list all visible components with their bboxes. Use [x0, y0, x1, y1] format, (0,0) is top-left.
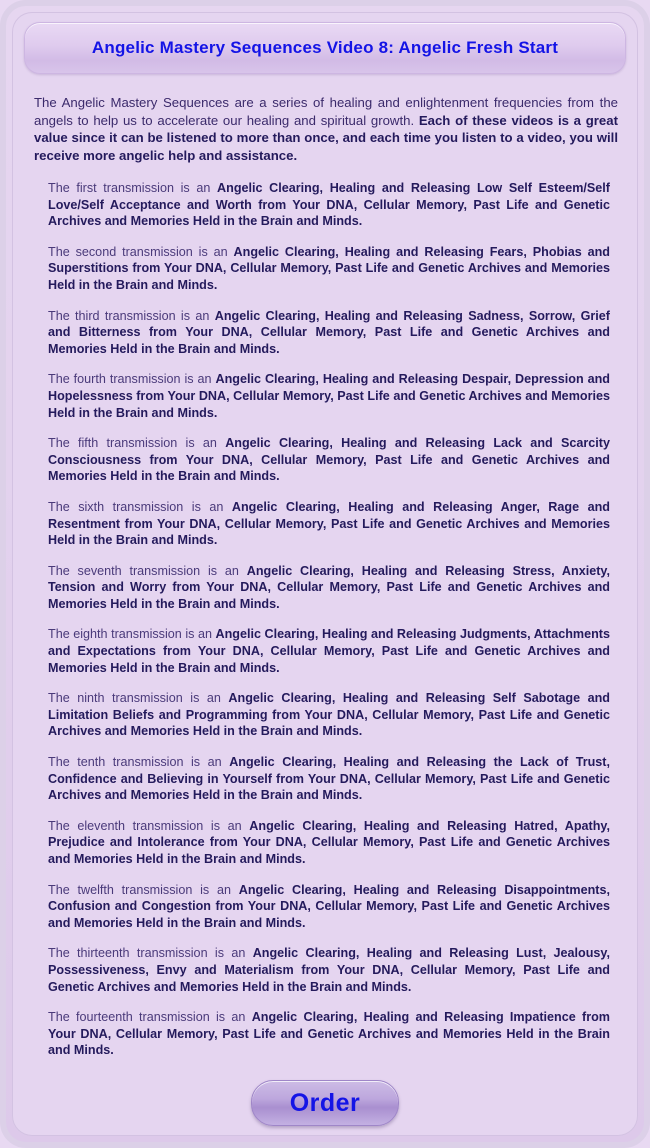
- list-item: [48, 945, 616, 995]
- transmission-title: Angelic Clearing, Healing and Releasing Anger, Rage and Resentment from Your DNA, Cellular Memory, Past Life and Genetic Archives and Memories Held in the Brain and Minds.: [48, 499, 610, 548]
- transmission-lead: The fourth transmission is an: [48, 372, 216, 387]
- transmission-lead: The sixth transmission is an: [48, 499, 232, 514]
- list-item: [48, 626, 616, 676]
- list-item: [48, 690, 616, 740]
- order-button[interactable]: [251, 1080, 399, 1126]
- transmission-lead: The thirteenth transmission is an: [48, 946, 253, 961]
- intro-paragraph: [34, 94, 618, 164]
- order-button-label: Order: [289, 1088, 361, 1117]
- transmission-lead: The ninth transmission is an: [48, 691, 229, 706]
- intro-text-plain: The Angelic Mastery Sequences are a series of healing and enlightenment frequencies from the angels to help us to accelerate our healing and spiritual growth.: [34, 95, 618, 128]
- list-item: [48, 371, 616, 421]
- list-item: [48, 754, 616, 804]
- list-item: [48, 499, 616, 549]
- transmission-title: Angelic Clearing, Healing and Releasing Self Sabotage and Limitation Beliefs and Programming from Your DNA, Cellular Memory, Past Life and Genetic Archives and Memories Held in the Brain and Minds.: [48, 691, 611, 739]
- list-item: [48, 244, 616, 294]
- list-item: [48, 563, 616, 613]
- transmission-title: Angelic Clearing, Healing and Releasing Despair, Depression and Hopelessness from Your DNA, Cellular Memory, Past Life and Genetic Archives and Memories Held in the Brain and Minds.: [48, 372, 610, 420]
- transmission-lead: The tenth transmission is an: [48, 755, 230, 770]
- transmission-title: Angelic Clearing, Healing and Releasing Lust, Jealousy, Possessiveness, Envy and Materialism from Your DNA, Cellular Memory, Past Life and Genetic Archives and Memories Held in the Brain and Minds.: [48, 946, 610, 994]
- transmission-lead: The fourteenth transmission is an: [48, 1010, 252, 1025]
- transmission-title: Angelic Clearing, Healing and Releasing Lack and Scarcity Consciousness from Your DNA, Cellular Memory, Past Life and Genetic Archives and Memories Held in the Brain and Minds.: [48, 436, 610, 484]
- transmissions-list: [48, 180, 616, 1059]
- page-title: Angelic Mastery Sequences Video 8: Angelic Fresh Start: [91, 38, 559, 57]
- transmission-title: Angelic Clearing, Healing and Releasing Fears, Phobias and Superstitions from Your DNA, Cellular Memory, Past Life and Genetic Archives and Memories Held in the Brain and Minds.: [48, 244, 610, 292]
- transmission-lead: The third transmission is an: [48, 308, 215, 323]
- list-item: [48, 435, 616, 485]
- order-button-area: [12, 1080, 638, 1126]
- transmission-lead: The second transmission is an: [48, 244, 234, 259]
- transmission-title: Angelic Clearing, Healing and Releasing Hatred, Apathy, Prejudice and Intolerance from Your DNA, Cellular Memory, Past Life and Genetic Archives and Memories Held in the Brain and Minds.: [48, 818, 610, 866]
- transmission-lead: The seventh transmission is an: [48, 563, 247, 578]
- list-item: [48, 818, 616, 868]
- transmission-lead: The twelfth transmission is an: [48, 882, 239, 897]
- intro-text-bold: Each of these videos is a great value since it can be listened to more than once, and each time you listen to a video, you will receive more angelic help and assistance.: [34, 112, 618, 163]
- transmission-title: Angelic Clearing, Healing and Releasing Disappointments, Confusion and Congestion from Your DNA, Cellular Memory, Past Life and Genetic Archives and Memories Held in the Brain and Minds.: [48, 882, 610, 930]
- list-item: [48, 308, 616, 358]
- transmission-title: Angelic Clearing, Healing and Releasing Low Self Esteem/Self Love/Self Acceptance and Worth from Your DNA, Cellular Memory, Past Life and Genetic Archives and Memories Held in the Brain and Minds.: [48, 181, 610, 229]
- page-inner-panel: [12, 12, 638, 1136]
- transmission-lead: The eighth transmission is an: [48, 627, 216, 642]
- transmission-lead: The first transmission is an: [48, 181, 218, 195]
- list-item: [48, 180, 616, 230]
- transmission-title: Angelic Clearing, Healing and Releasing Stress, Anxiety, Tension and Worry from Your DNA, Cellular Memory, Past Life and Genetic Archives and Memories Held in the Brain and Minds.: [48, 563, 610, 611]
- transmission-title: Angelic Clearing, Healing and Releasing Judgments, Attachments and Expectations from Your DNA, Cellular Memory, Past Life and Genetic Archives and Memories Held in the Brain and Minds.: [48, 627, 610, 675]
- transmission-title: Angelic Clearing, Healing and Releasing the Lack of Trust, Confidence and Believing in Yourself from Your DNA, Cellular Memory, Past Life and Genetic Archives and Memories Held in the Brain and Minds.: [48, 755, 610, 803]
- transmission-title: Angelic Clearing, Healing and Releasing Impatience from Your DNA, Cellular Memory, Past Life and Genetic Archives and Memories Held in the Brain and Minds.: [48, 1010, 611, 1058]
- list-item: [48, 1009, 616, 1059]
- title-bar: [24, 22, 626, 74]
- list-item: [48, 882, 616, 932]
- transmission-title: Angelic Clearing, Healing and Releasing Sadness, Sorrow, Grief and Bitterness from Your DNA, Cellular Memory, Past Life and Genetic Archives and Memories Held in the Brain and Minds.: [48, 308, 610, 356]
- transmission-lead: The eleventh transmission is an: [48, 818, 250, 833]
- transmission-lead: The fifth transmission is an: [48, 436, 226, 451]
